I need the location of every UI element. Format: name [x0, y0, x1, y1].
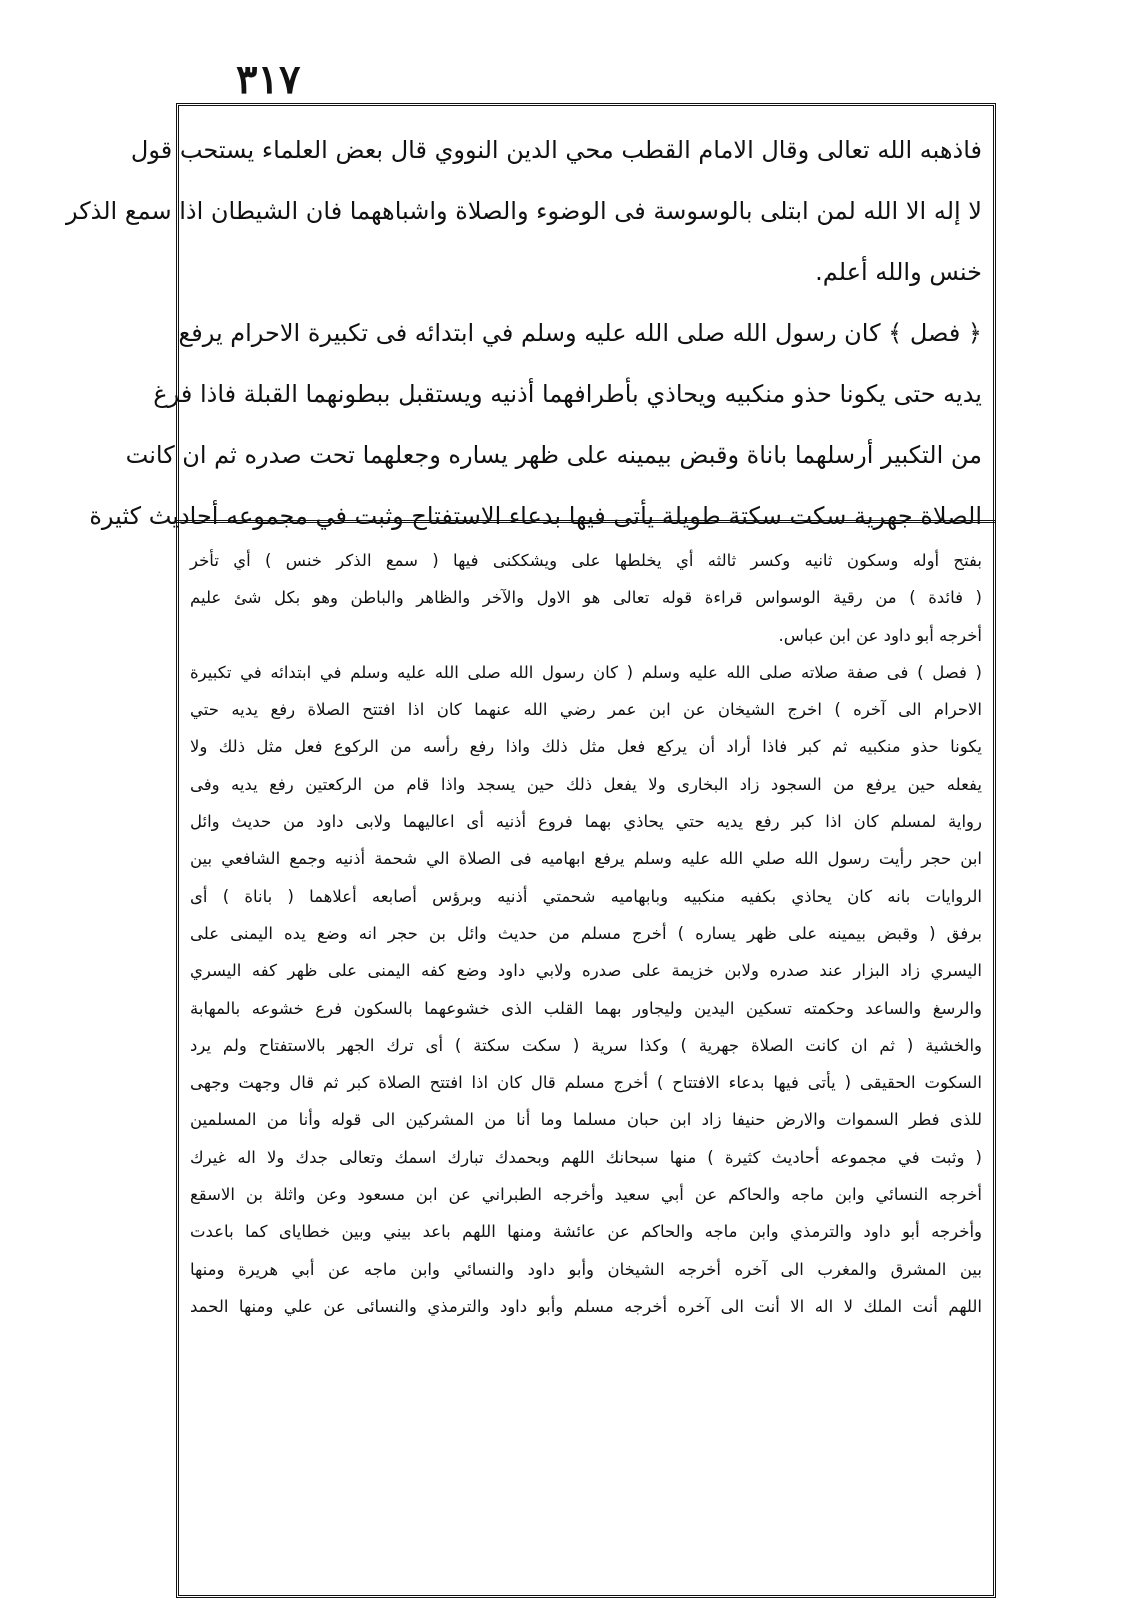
main-text-line: فاذهبه الله تعالى وقال الامام القطب محي الدين النووي قال بعض العلماء يستحب قول	[130, 136, 982, 164]
commentary-line: ( فصل ) فى صفة صلاته صلى الله عليه وسلم ( كان رسول الله صلى الله عليه وسلم في ابتدائه في تكبيرة	[190, 662, 982, 682]
commentary-line: والخشية ( ثم ان كانت الصلاة جهرية ) وكذا سرية ( سكت سكتة ) أى ترك الجهر بالاستفتاح ولم يرد	[190, 1035, 982, 1055]
commentary-line: ابن حجر رأيت رسول الله صلي الله عليه وسلم يرفع ابهاميه فى الصلاة الي شحمة أذنيه وجمع الشافعي بين	[190, 849, 982, 869]
commentary-line: يكونا حذو منكبيه ثم كبر فاذا أراد أن يركع فعل مثل ذلك واذا رفع رأسه من الركوع فعل مثل ذلك ولا	[190, 737, 982, 757]
page-number: ٣١٧	[236, 56, 301, 103]
commentary-block	[190, 542, 982, 1325]
main-text-line-section-heading: ﴿ فصل ﴾ كان رسول الله صلى الله عليه وسلم في ابتدائه فى تكبيرة الاحرام يرفع	[178, 319, 982, 347]
commentary-line: السكوت الحقيقى ( يأتى فيها بدعاء الافتتاح ) أخرج مسلم قال كان اذا افتتح الصلاة كبر ثم قال وجهت وجهى	[190, 1073, 982, 1093]
commentary-line: أخرجه النسائي وابن ماجه والحاكم عن أبي سعيد وأخرجه الطبراني عن ابن مسعود وعن واثلة بن الاسقع	[190, 1185, 982, 1205]
commentary-line: اليسري زاد البزار عند صدره ولابن خزيمة على صدره ولابي داود وضع كفه اليمنى على ظهر كفه اليسري	[190, 961, 982, 981]
commentary-line: يفعله حين يرفع من السجود زاد البخارى ولا يفعل ذلك حين يسجد واذا قام من الركعتين رفع يديه وفى	[190, 774, 982, 794]
commentary-line: أخرجه أبو داود عن ابن عباس.	[778, 625, 982, 645]
main-text-line: خنس والله أعلم.	[815, 258, 982, 286]
main-text-block	[65, 120, 982, 547]
main-text-line: لا إله الا الله لمن ابتلى بالوسوسة فى الوضوء والصلاة واشباههما فان الشيطان اذا سمع الذكر	[65, 197, 982, 225]
commentary-line: رواية لمسلم كان اذا كبر رفع يديه حتي يحاذي بهما فروع أذنيه أى اعاليهما ولابى داود من حديث وائل	[190, 812, 982, 832]
commentary-line: ( فائدة ) من رقية الوسواس قراءة قوله تعالى هو الاول والآخر والظاهر والباطن وهو بكل شئ عليم	[190, 588, 982, 608]
commentary-line: الروايات بانه كان يحاذي بكفيه منكبيه وبابهاميه شحمتي أذنيه وبرؤس أصابعه أعلاهما ( باناة ) أى	[190, 886, 982, 906]
commentary-line: بفتح أوله وسكون ثانيه وكسر ثالثه أي يخلطها على ويشككنى فيها ( سمع الذكر خنس ) أي تأخر	[190, 551, 982, 570]
main-text-line: الصلاة جهرية سكت سكتة طويلة يأتى فيها بدعاء الاستفتاح وثبت في مجموعه أحاديث كثيرة	[89, 502, 982, 530]
section-separator	[176, 520, 996, 523]
main-text-line: يديه حتى يكونا حذو منكبيه ويحاذي بأطرافهما أذنيه ويستقبل ببطونهما القبلة فاذا فرغ	[153, 380, 982, 408]
commentary-line: وأخرجه أبو داود والترمذي وابن ماجه والحاكم عن عائشة ومنها اللهم باعد بيني وبين خطاياى كما باعدت	[190, 1222, 982, 1242]
commentary-line: اللهم أنت الملك لا اله الا أنت الى آخره أخرجه مسلم وأبو داود والترمذي والنسائى عن علي ومنها الحمد	[190, 1296, 982, 1316]
commentary-line: بين المشرق والمغرب الى آخره أخرجه الشيخان وأبو داود والنسائي وابن ماجه عن أبي هريرة ومنها	[190, 1259, 982, 1279]
commentary-line: للذى فطر السموات والارض حنيفا زاد ابن حبان مسلما وما أنا من المشركين الى قوله وأنا من المسلمين	[190, 1110, 982, 1130]
commentary-line: ( وثبت في مجموعه أحاديث كثيرة ) منها سبحانك اللهم وبحمدك تبارك اسمك وتعالى جدك ولا اله غيرك	[190, 1147, 982, 1167]
commentary-line: والرسغ والساعد وحكمته تسكين اليدين وليجاور بهما القلب الذى خشوعهما بالسكون فرع خشوعه بالمهابة	[190, 998, 982, 1018]
main-text-line: من التكبير أرسلهما باناة وقبض بيمينه على ظهر يساره وجعلهما تحت صدره ثم ان كانت	[125, 441, 982, 469]
commentary-line: برفق ( وقبض بيمينه على ظهر يساره ) أخرج مسلم من حديث وائل بن حجر انه وضع يده اليمنى على	[190, 923, 982, 943]
commentary-line: الاحرام الى آخره ) اخرج الشيخان عن ابن عمر رضي الله عنهما كان اذا افتتح الصلاة رفع يديه حتي	[190, 700, 982, 720]
